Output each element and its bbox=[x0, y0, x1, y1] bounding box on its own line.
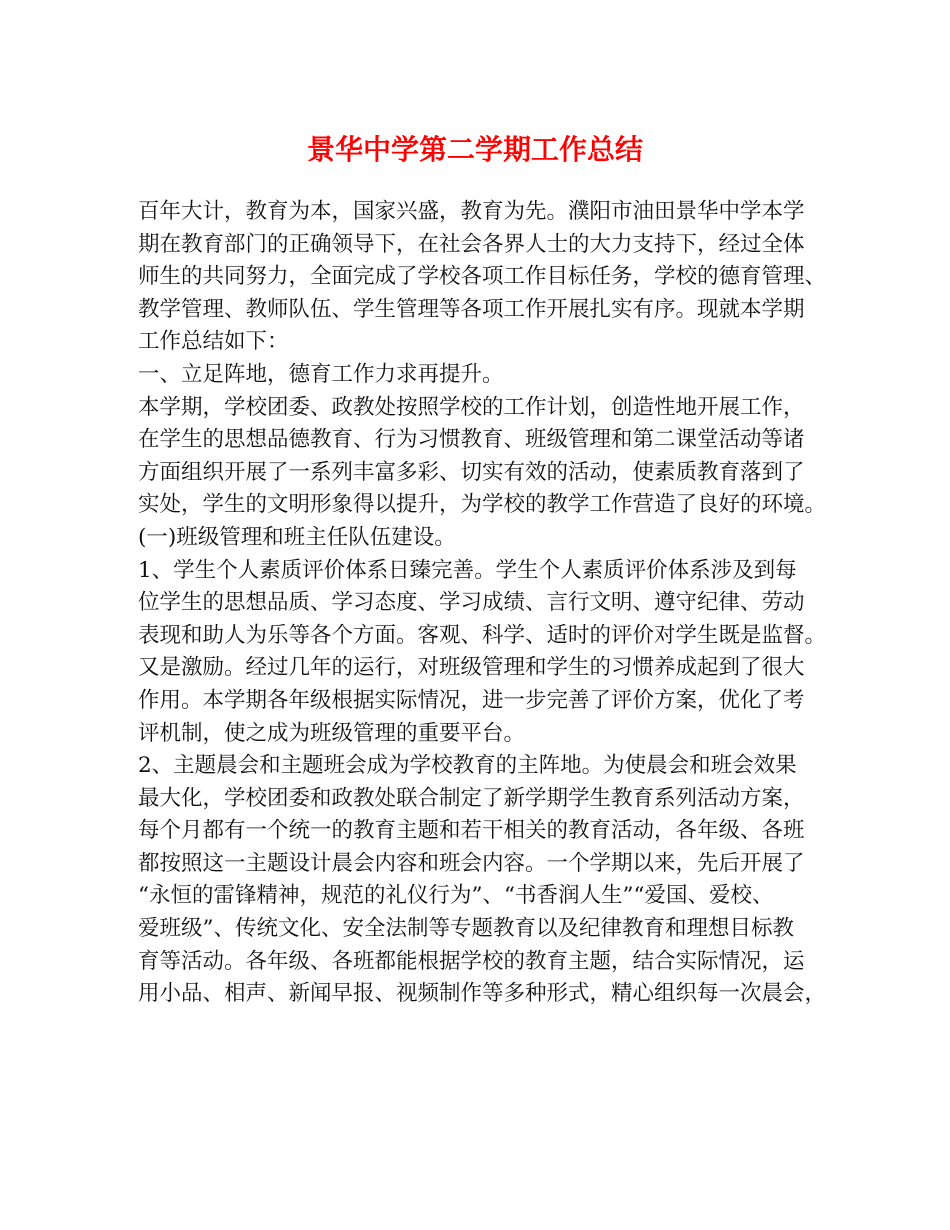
body-line: 实处，学生的文明形象得以提升，为学校的教学工作营造了良好的环境。 bbox=[138, 492, 827, 518]
document-body bbox=[138, 196, 838, 1011]
body-line: 期在教育部门的正确领导下，在社会各界人士的大力支持下，经过全体 bbox=[138, 231, 805, 257]
body-line: 作用。本学期各年级根据实际情况，进一步完善了评价方案，优化了考 bbox=[138, 687, 805, 713]
section-heading: 一、立足阵地，德育工作力求再提升。 bbox=[138, 361, 504, 387]
body-line: 1、学生个人素质评价体系日臻完善。学生个人素质评价体系涉及到每 bbox=[138, 557, 797, 583]
body-line: 师生的共同努力，全面完成了学校各项工作目标任务，学校的德育管理、 bbox=[138, 264, 827, 290]
body-line: 用小品、相声、新闻早报、视频制作等多种形式，精心组织每一次晨会， bbox=[138, 981, 827, 1007]
body-line: 在学生的思想品德教育、行为习惯教育、班级管理和第二课堂活动等诸 bbox=[138, 427, 805, 453]
document-title: 景华中学第二学期工作总结 bbox=[306, 133, 643, 166]
body-line: 本学期，学校团委、政教处按照学校的工作计划，创造性地开展工作， bbox=[138, 394, 805, 420]
body-line: 位学生的思想品质、学习态度、学习成绩、言行文明、遵守纪律、劳动 bbox=[138, 590, 805, 616]
body-line: 爱班级”、传统文化、安全法制等专题教育以及纪律教育和理想目标教 bbox=[138, 916, 794, 942]
body-line: 工作总结如下： bbox=[138, 329, 289, 355]
body-line: 表现和助人为乐等各个方面。客观、科学、适时的评价对学生既是监督。 bbox=[138, 622, 827, 648]
body-line: 最大化，学校团委和政教处联合制定了新学期学生教育系列活动方案， bbox=[138, 785, 805, 811]
body-line: 百年大计，教育为本，国家兴盛，教育为先。濮阳市油田景华中学本学 bbox=[138, 199, 805, 224]
body-line: 又是激励。经过几年的运行，对班级管理和学生的习惯养成起到了很大 bbox=[138, 655, 805, 681]
body-line: 都按照这一主题设计晨会内容和班会内容。一个学期以来，先后开展了 bbox=[138, 850, 805, 876]
body-line: “永恒的雷锋精神，规范的礼仪行为”、“书香润人生”“爱国、爱校、 bbox=[138, 883, 774, 909]
body-line: 2、主题晨会和主题班会成为学校教育的主阵地。为使晨会和班会效果 bbox=[138, 753, 797, 779]
body-line: 方面组织开展了一系列丰富多彩、切实有效的活动，使素质教育落到了 bbox=[138, 459, 805, 485]
subsection-heading: (一)班级管理和班主任队伍建设。 bbox=[138, 524, 456, 550]
body-line: 育等活动。各年级、各班都能根据学校的教育主题，结合实际情况，运 bbox=[138, 948, 805, 974]
body-line: 每个月都有一个统一的教育主题和若干相关的教育活动，各年级、各班 bbox=[138, 818, 805, 844]
body-line: 评机制，使之成为班级管理的重要平台。 bbox=[138, 720, 526, 746]
body-line: 教学管理、教师队伍、学生管理等各项工作开展扎实有序。现就本学期 bbox=[138, 296, 805, 322]
